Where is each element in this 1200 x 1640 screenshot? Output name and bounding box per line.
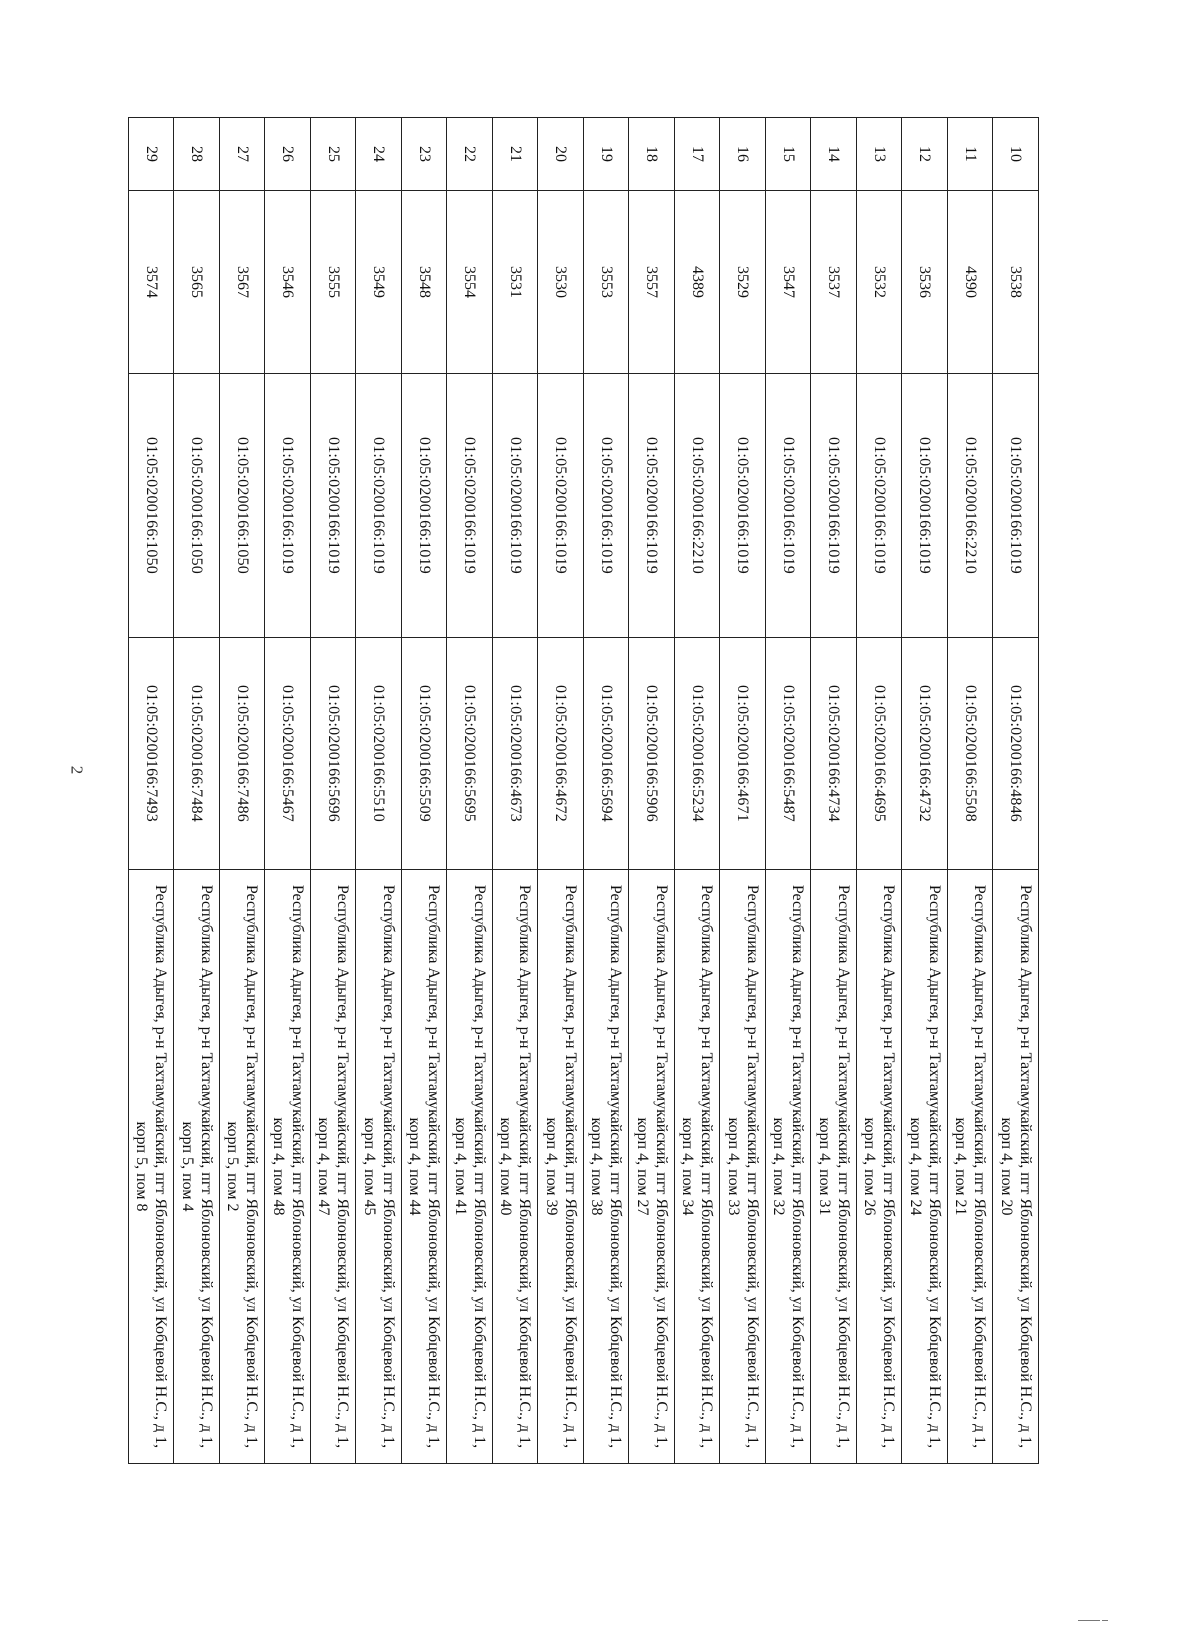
scan-mark: [1078, 1620, 1100, 1621]
row-number-cell: 14: [811, 118, 857, 191]
table-wrapper: [128, 117, 1039, 1463]
cadastral-number-cell: 01:05:0200166:5509: [402, 638, 448, 870]
cadastral-number-cell: 01:05:0200166:5508: [948, 638, 994, 870]
cadastral-number-cell: 01:05:0200166:4734: [811, 638, 857, 870]
address-cell: Республика Адыгея, р-н Тахтамукайский, пгт Яблоновский, ул Кобцевой Н.С., д 1, корп 4, пом 39: [538, 870, 584, 1464]
address-cell: Республика Адыгея, р-н Тахтамукайский, пгт Яблоновский, ул Кобцевой Н.С., д 1, корп 4, пом 24: [902, 870, 948, 1464]
row-number-cell: 28: [174, 118, 220, 191]
address-cell: Республика Адыгея, р-н Тахтамукайский, пгт Яблоновский, ул Кобцевой Н.С., д 1, корп 4, пом 44: [402, 870, 448, 1464]
parent-cadastral-number-cell: 01:05:0200166:1019: [447, 374, 493, 638]
table-row: [948, 118, 994, 1464]
registry-id-cell: 3574: [129, 191, 175, 374]
address-cell: Республика Адыгея, р-н Тахтамукайский, пгт Яблоновский, ул Кобцевой Н.С., д 1, корп 4, пом 38: [584, 870, 630, 1464]
table-row: [811, 118, 857, 1464]
address-cell: Республика Адыгея, р-н Тахтамукайский, пгт Яблоновский, ул Кобцевой Н.С., д 1, корп 5, пом 4: [174, 870, 220, 1464]
address-cell: Республика Адыгея, р-н Тахтамукайский, пгт Яблоновский, ул Кобцевой Н.С., д 1, корп 4, пом 27: [629, 870, 675, 1464]
cadastral-number-cell: 01:05:0200166:5695: [447, 638, 493, 870]
address-cell: Республика Адыгея, р-н Тахтамукайский, пгт Яблоновский, ул Кобцевой Н.С., д 1, корп 4, пом 48: [265, 870, 311, 1464]
row-number-cell: 22: [447, 118, 493, 191]
table-row: [174, 118, 220, 1464]
registry-id-cell: 3549: [356, 191, 402, 374]
address-cell: Республика Адыгея, р-н Тахтамукайский, пгт Яблоновский, ул Кобцевой Н.С., д 1, корп 4, пом 32: [766, 870, 812, 1464]
table-row: [447, 118, 493, 1464]
table-row: [356, 118, 402, 1464]
registry-id-cell: 3557: [629, 191, 675, 374]
table-row: [675, 118, 721, 1464]
table-row: [629, 118, 675, 1464]
address-cell: Республика Адыгея, р-н Тахтамукайский, пгт Яблоновский, ул Кобцевой Н.С., д 1, корп 4, пом 41: [447, 870, 493, 1464]
table-row: [311, 118, 357, 1464]
table-row: [857, 118, 903, 1464]
cadastral-number-cell: 01:05:0200166:4672: [538, 638, 584, 870]
parent-cadastral-number-cell: 01:05:0200166:2210: [948, 374, 994, 638]
address-cell: Республика Адыгея, р-н Тахтамукайский, пгт Яблоновский, ул Кобцевой Н.С., д 1, корп 4, пом 20: [993, 870, 1039, 1464]
table-row: [129, 118, 175, 1464]
registry-id-cell: 3536: [902, 191, 948, 374]
registry-id-cell: 3546: [265, 191, 311, 374]
row-number-cell: 23: [402, 118, 448, 191]
parent-cadastral-number-cell: 01:05:0200166:1019: [402, 374, 448, 638]
address-cell: Республика Адыгея, р-н Тахтамукайский, пгт Яблоновский, ул Кобцевой Н.С., д 1, корп 5, пом 8: [129, 870, 175, 1464]
cadastral-number-cell: 01:05:0200166:7493: [129, 638, 175, 870]
parent-cadastral-number-cell: 01:05:0200166:1019: [902, 374, 948, 638]
registry-id-cell: 3531: [493, 191, 539, 374]
registry-id-cell: 3537: [811, 191, 857, 374]
table-row: [720, 118, 766, 1464]
registry-id-cell: 3553: [584, 191, 630, 374]
registry-id-cell: 3567: [220, 191, 266, 374]
cadastral-number-cell: 01:05:0200166:5694: [584, 638, 630, 870]
parent-cadastral-number-cell: 01:05:0200166:1019: [311, 374, 357, 638]
cadastral-number-cell: 01:05:0200166:5234: [675, 638, 721, 870]
parent-cadastral-number-cell: 01:05:0200166:1019: [720, 374, 766, 638]
registry-id-cell: 3547: [766, 191, 812, 374]
parent-cadastral-number-cell: 01:05:0200166:1019: [811, 374, 857, 638]
registry-id-cell: 3529: [720, 191, 766, 374]
registry-id-cell: 3555: [311, 191, 357, 374]
registry-id-cell: 3532: [857, 191, 903, 374]
row-number-cell: 12: [902, 118, 948, 191]
cadastral-number-cell: 01:05:0200166:4846: [993, 638, 1039, 870]
row-number-cell: 15: [766, 118, 812, 191]
cadastral-number-cell: 01:05:0200166:5510: [356, 638, 402, 870]
parent-cadastral-number-cell: 01:05:0200166:1019: [584, 374, 630, 638]
row-number-cell: 17: [675, 118, 721, 191]
registry-id-cell: 4389: [675, 191, 721, 374]
cadastral-number-cell: 01:05:0200166:4673: [493, 638, 539, 870]
table-row: [265, 118, 311, 1464]
table-row: [993, 118, 1039, 1464]
table-row: [220, 118, 266, 1464]
row-number-cell: 13: [857, 118, 903, 191]
parent-cadastral-number-cell: 01:05:0200166:1019: [538, 374, 584, 638]
registry-id-cell: 3538: [993, 191, 1039, 374]
parent-cadastral-number-cell: 01:05:0200166:1050: [129, 374, 175, 638]
parent-cadastral-number-cell: 01:05:0200166:1019: [993, 374, 1039, 638]
registry-table: [128, 117, 1039, 1464]
cadastral-number-cell: 01:05:0200166:7486: [220, 638, 266, 870]
address-cell: Республика Адыгея, р-н Тахтамукайский, пгт Яблоновский, ул Кобцевой Н.С., д 1, корп 4, пом 40: [493, 870, 539, 1464]
row-number-cell: 16: [720, 118, 766, 191]
registry-id-cell: 3554: [447, 191, 493, 374]
parent-cadastral-number-cell: 01:05:0200166:1050: [174, 374, 220, 638]
page-number: 2: [67, 765, 87, 775]
registry-id-cell: 3565: [174, 191, 220, 374]
row-number-cell: 19: [584, 118, 630, 191]
row-number-cell: 10: [993, 118, 1039, 191]
scan-mark: [1102, 1620, 1108, 1621]
address-cell: Республика Адыгея, р-н Тахтамукайский, пгт Яблоновский, ул Кобцевой Н.С., д 1, корп 4, пом 31: [811, 870, 857, 1464]
parent-cadastral-number-cell: 01:05:0200166:1019: [265, 374, 311, 638]
cadastral-number-cell: 01:05:0200166:4671: [720, 638, 766, 870]
registry-id-cell: 4390: [948, 191, 994, 374]
cadastral-number-cell: 01:05:0200166:5467: [265, 638, 311, 870]
cadastral-number-cell: 01:05:0200166:5906: [629, 638, 675, 870]
row-number-cell: 20: [538, 118, 584, 191]
cadastral-number-cell: 01:05:0200166:5696: [311, 638, 357, 870]
row-number-cell: 29: [129, 118, 175, 191]
cadastral-number-cell: 01:05:0200166:4695: [857, 638, 903, 870]
table-row: [584, 118, 630, 1464]
address-cell: Республика Адыгея, р-н Тахтамукайский, пгт Яблоновский, ул Кобцевой Н.С., д 1, корп 4, пом 21: [948, 870, 994, 1464]
row-number-cell: 25: [311, 118, 357, 191]
address-cell: Республика Адыгея, р-н Тахтамукайский, пгт Яблоновский, ул Кобцевой Н.С., д 1, корп 4, пом 33: [720, 870, 766, 1464]
table-row: [402, 118, 448, 1464]
parent-cadastral-number-cell: 01:05:0200166:1019: [356, 374, 402, 638]
parent-cadastral-number-cell: 01:05:0200166:1019: [857, 374, 903, 638]
address-cell: Республика Адыгея, р-н Тахтамукайский, пгт Яблоновский, ул Кобцевой Н.С., д 1, корп 4, пом 26: [857, 870, 903, 1464]
row-number-cell: 11: [948, 118, 994, 191]
parent-cadastral-number-cell: 01:05:0200166:1019: [629, 374, 675, 638]
table-row: [902, 118, 948, 1464]
parent-cadastral-number-cell: 01:05:0200166:1019: [766, 374, 812, 638]
row-number-cell: 24: [356, 118, 402, 191]
table-row: [493, 118, 539, 1464]
parent-cadastral-number-cell: 01:05:0200166:1019: [493, 374, 539, 638]
cadastral-number-cell: 01:05:0200166:7484: [174, 638, 220, 870]
address-cell: Республика Адыгея, р-н Тахтамукайский, пгт Яблоновский, ул Кобцевой Н.С., д 1, корп 4, пом 45: [356, 870, 402, 1464]
address-cell: Республика Адыгея, р-н Тахтамукайский, пгт Яблоновский, ул Кобцевой Н.С., д 1, корп 4, пом 47: [311, 870, 357, 1464]
row-number-cell: 18: [629, 118, 675, 191]
cadastral-number-cell: 01:05:0200166:5487: [766, 638, 812, 870]
cadastral-number-cell: 01:05:0200166:4732: [902, 638, 948, 870]
address-cell: Республика Адыгея, р-н Тахтамукайский, пгт Яблоновский, ул Кобцевой Н.С., д 1, корп 5, пом 2: [220, 870, 266, 1464]
registry-id-cell: 3530: [538, 191, 584, 374]
table-row: [538, 118, 584, 1464]
address-cell: Республика Адыгея, р-н Тахтамукайский, пгт Яблоновский, ул Кобцевой Н.С., д 1, корп 4, пом 34: [675, 870, 721, 1464]
parent-cadastral-number-cell: 01:05:0200166:1050: [220, 374, 266, 638]
table-body: [129, 118, 1039, 1464]
parent-cadastral-number-cell: 01:05:0200166:2210: [675, 374, 721, 638]
table-row: [766, 118, 812, 1464]
registry-id-cell: 3548: [402, 191, 448, 374]
row-number-cell: 27: [220, 118, 266, 191]
row-number-cell: 21: [493, 118, 539, 191]
row-number-cell: 26: [265, 118, 311, 191]
